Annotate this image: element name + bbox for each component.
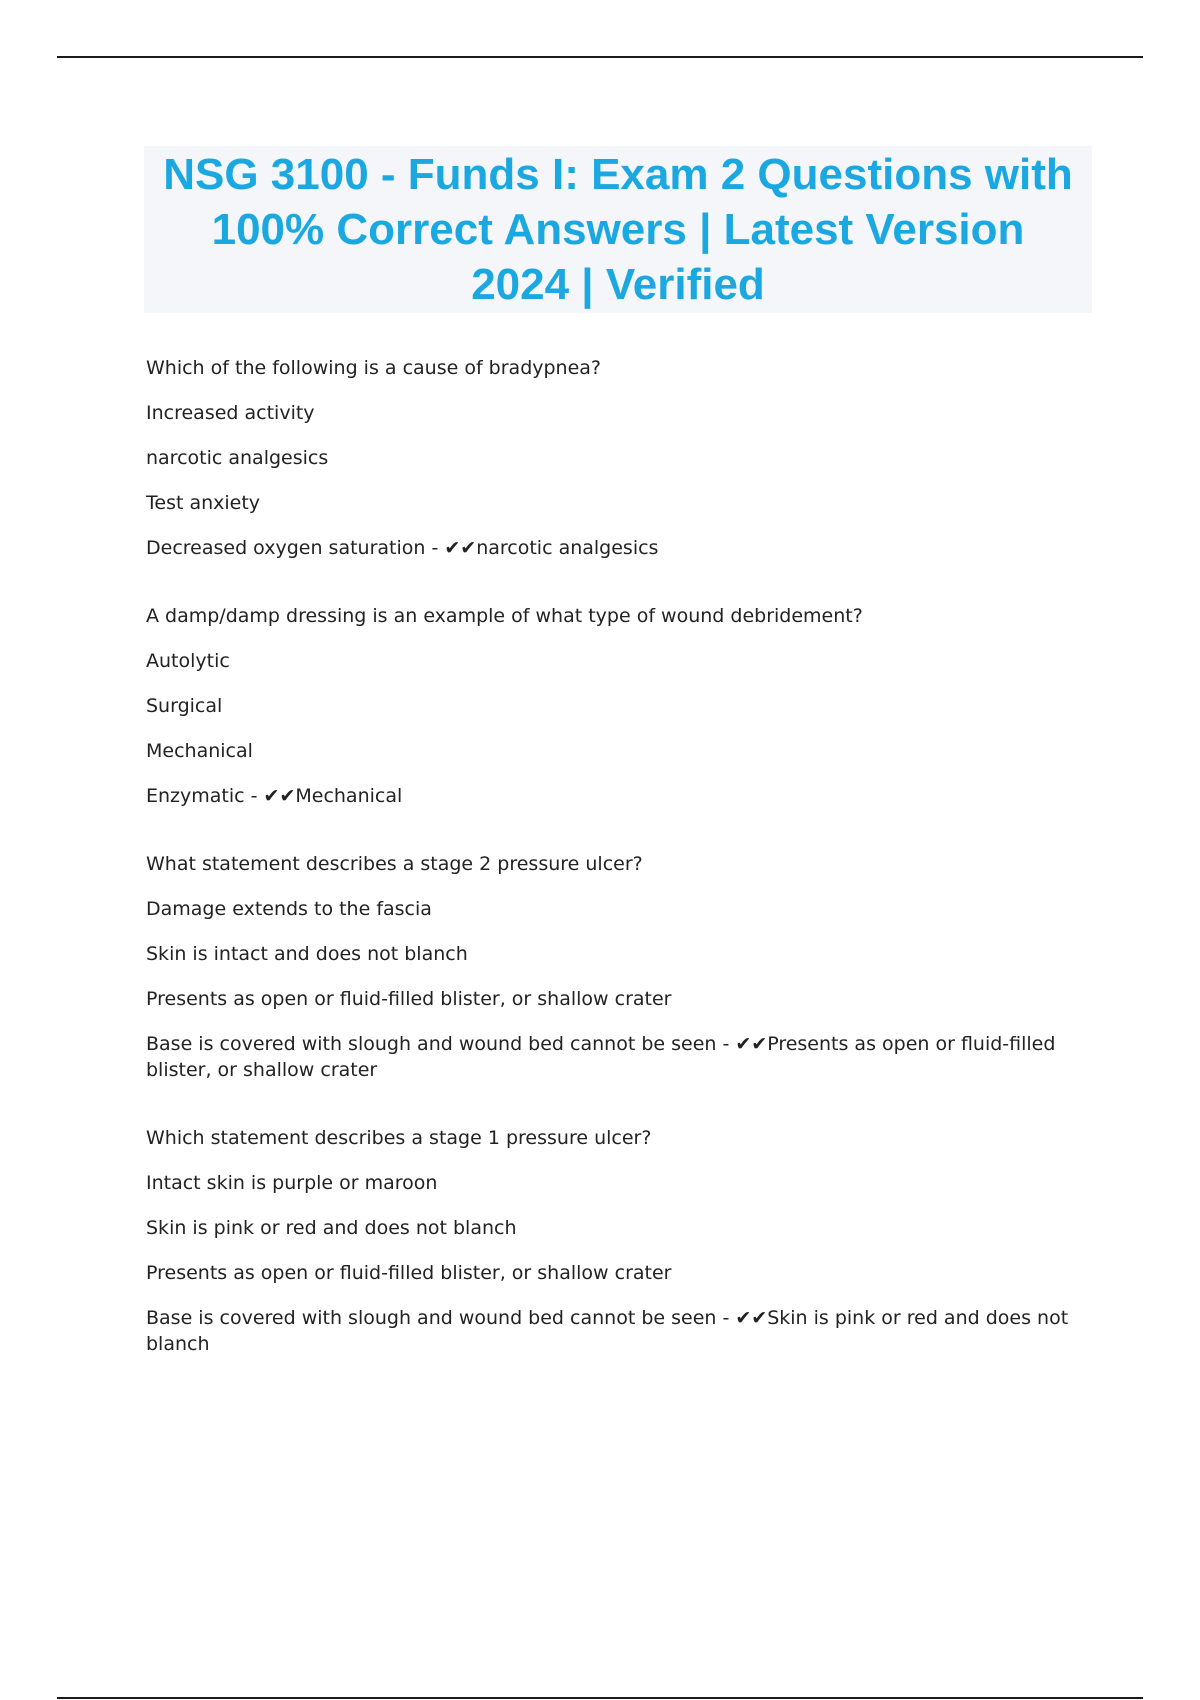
answer-line: Enzymatic - ✔✔Mechanical — [146, 785, 403, 807]
question-block — [146, 355, 1086, 561]
option-text: Damage extends to the fascia — [146, 898, 432, 920]
option-text: Intact skin is purple or maroon — [146, 1172, 438, 1194]
question-block — [146, 851, 1086, 1083]
answer-line: Base is covered with slough and wound bed cannot be seen - ✔✔Skin is pink or red and does not blanch — [146, 1307, 1069, 1355]
option-text: Skin is intact and does not blanch — [146, 943, 468, 965]
option-text: Skin is pink or red and does not blanch — [146, 1217, 517, 1239]
bottom-rule — [57, 1697, 1143, 1699]
option-text: Test anxiety — [146, 492, 261, 514]
answer-line: Decreased oxygen saturation - ✔✔narcotic analgesics — [146, 537, 659, 559]
option-text: narcotic analgesics — [146, 447, 329, 469]
question-list — [146, 355, 1086, 1399]
question-block — [146, 603, 1086, 809]
title-banner — [144, 146, 1092, 313]
option-text: Mechanical — [146, 740, 253, 762]
question-block — [146, 1125, 1086, 1357]
option-text: Increased activity — [146, 402, 315, 424]
option-text: Presents as open or fluid-filled blister, or shallow crater — [146, 988, 672, 1010]
option-text: Surgical — [146, 695, 223, 717]
answer-line: Base is covered with slough and wound bed cannot be seen - ✔✔Presents as open or fluid-filled blister, or shallow crater — [146, 1033, 1056, 1081]
option-text: Presents as open or fluid-filled blister, or shallow crater — [146, 1262, 672, 1284]
question-text: What statement describes a stage 2 pressure ulcer? — [146, 853, 643, 875]
question-text: A damp/damp dressing is an example of what type of wound debridement? — [146, 605, 863, 627]
question-text: Which statement describes a stage 1 pressure ulcer? — [146, 1127, 652, 1149]
document-title: NSG 3100 - Funds I: Exam 2 Questions with 100% Correct Answers | Latest Version 2024 | Verified — [163, 150, 1073, 309]
option-text: Autolytic — [146, 650, 230, 672]
question-text: Which of the following is a cause of bradypnea? — [146, 357, 602, 379]
top-rule — [57, 56, 1143, 58]
